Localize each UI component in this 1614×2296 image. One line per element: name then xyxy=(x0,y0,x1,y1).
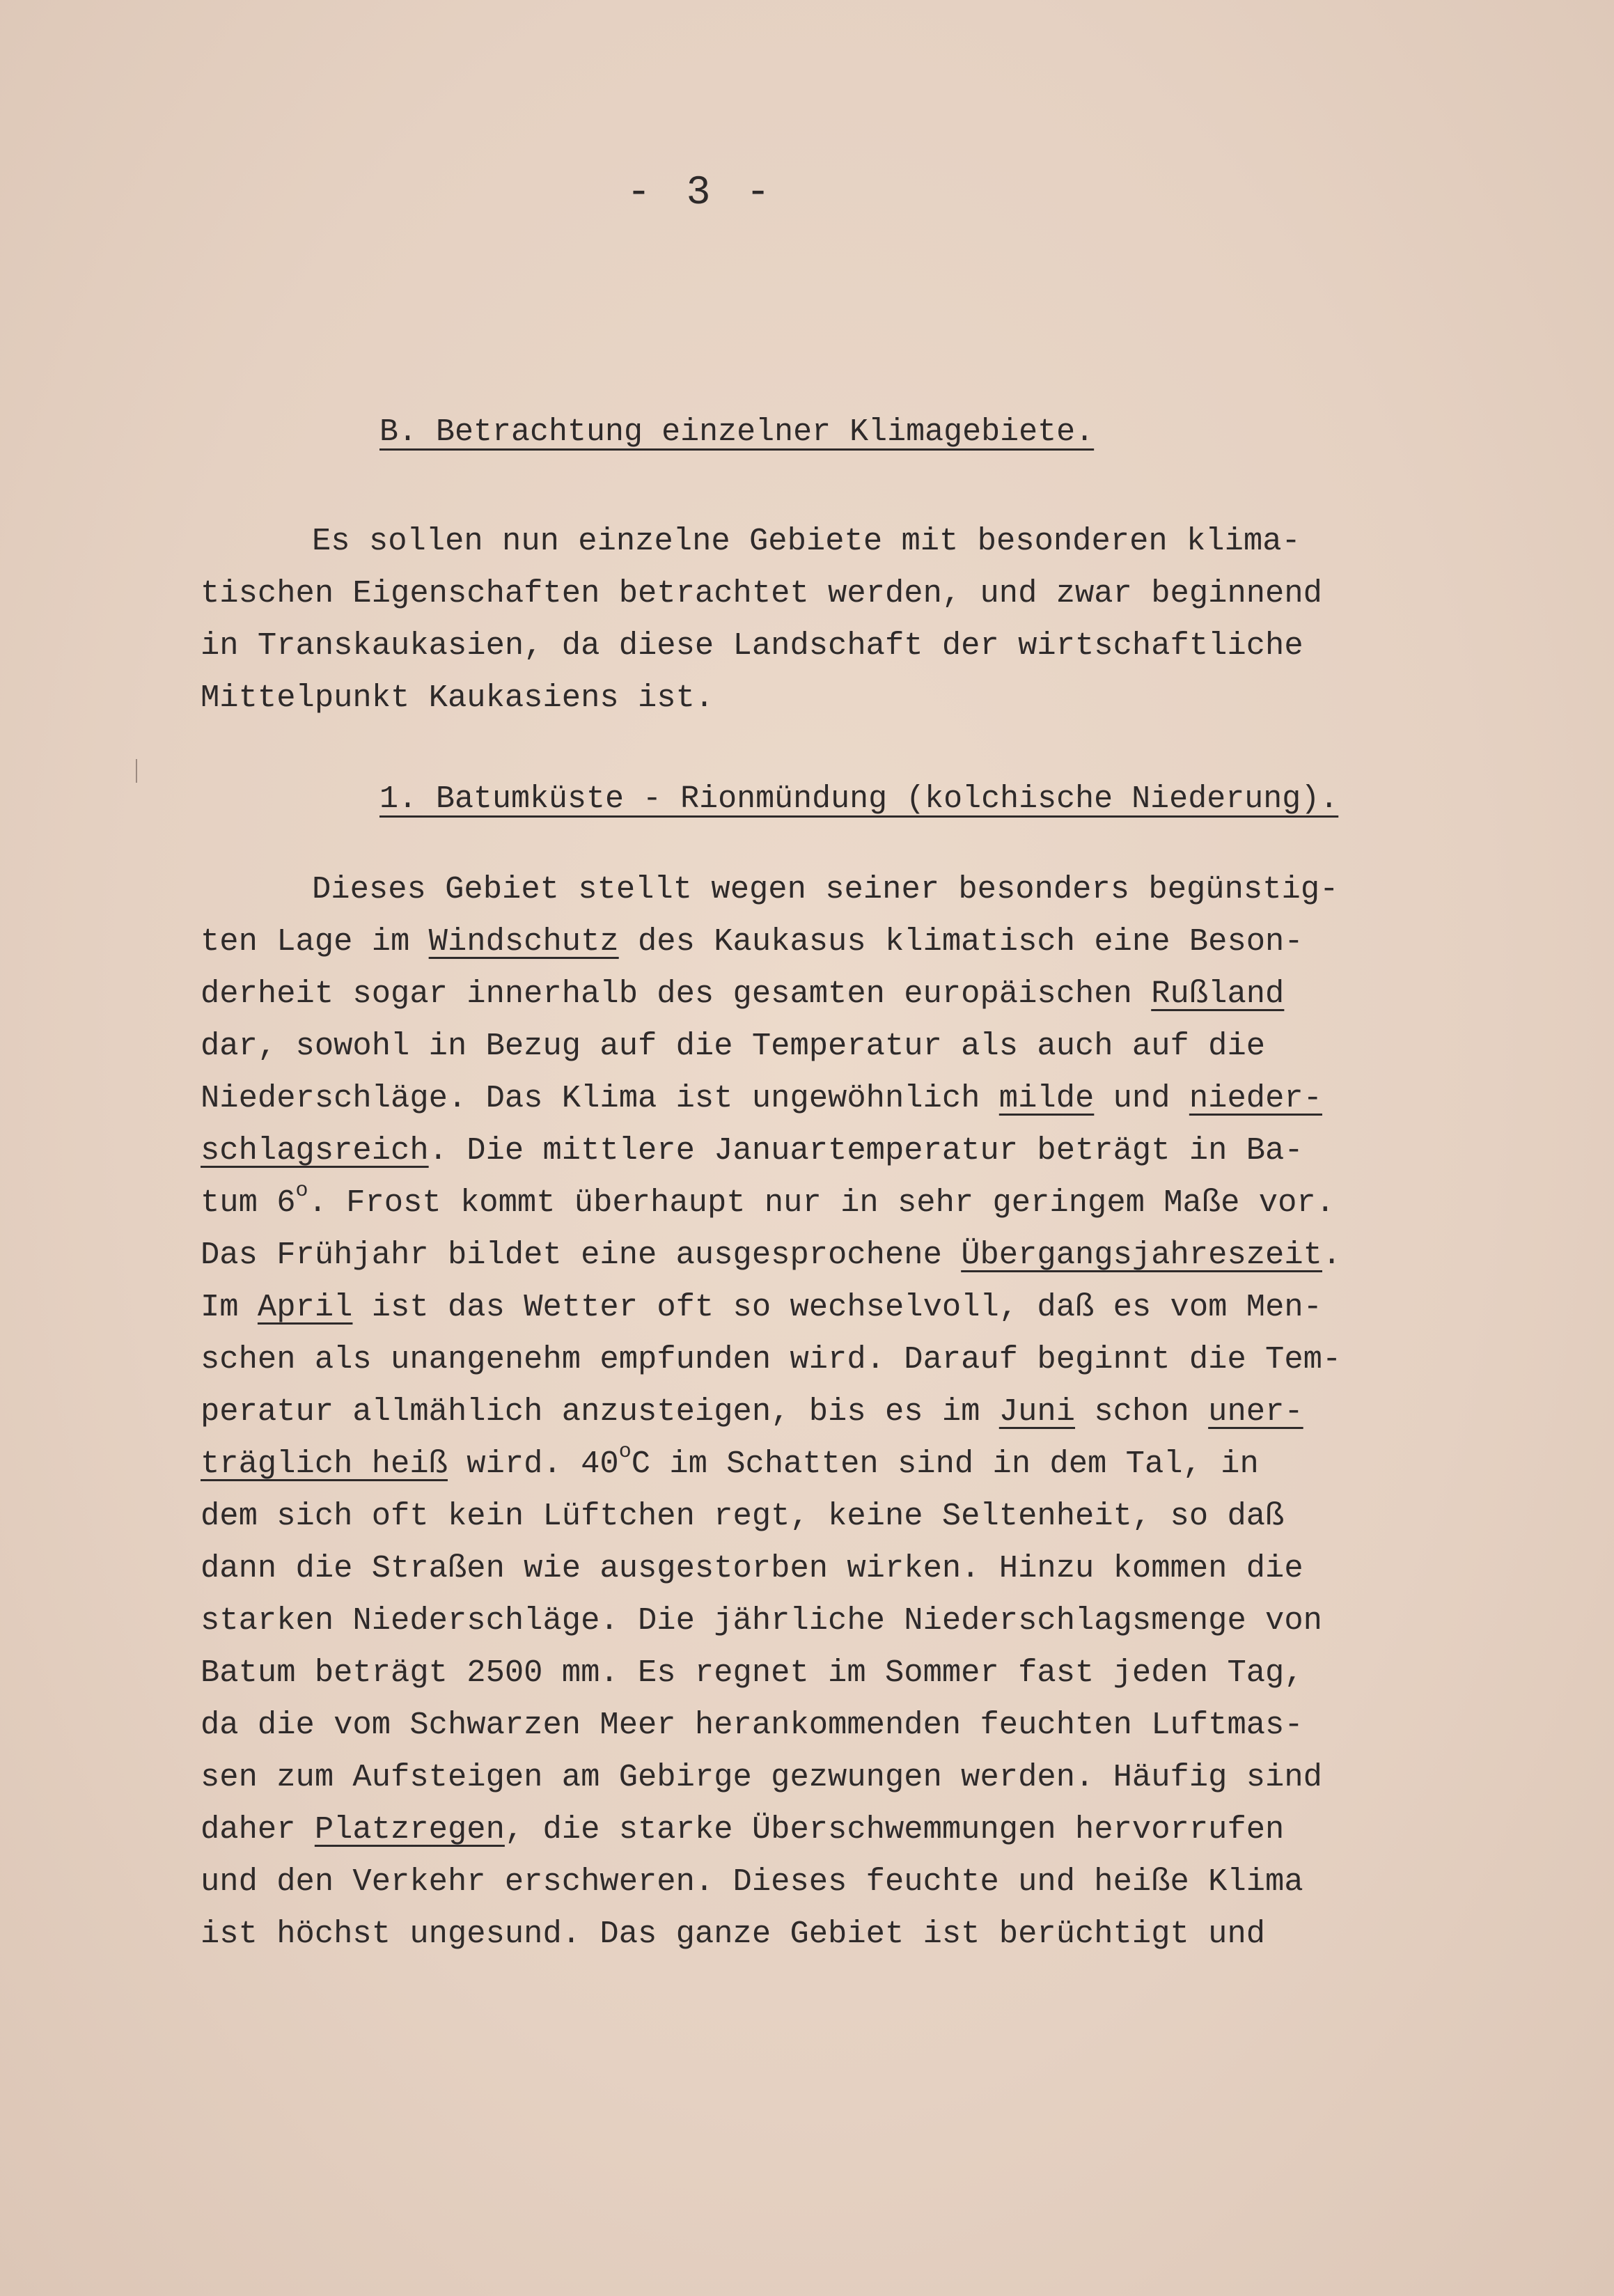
text-line: schlagsreich. Die mittlere Januartemperatur beträgt in Ba- xyxy=(201,1132,1303,1169)
underlined-term: April xyxy=(257,1289,353,1325)
body-paragraph xyxy=(201,864,1489,1960)
text-line: Dieses Gebiet stellt wegen seiner besonders begünstig- xyxy=(312,871,1339,907)
text-line: sen zum Aufsteigen am Gebirge gezwungen werden. Häufig sind xyxy=(201,1759,1322,1795)
underlined-term: uner- xyxy=(1208,1393,1303,1430)
underlined-term: nieder- xyxy=(1189,1080,1322,1116)
degree-sign: o xyxy=(295,1179,308,1203)
text-line: dann die Straßen wie ausgestorben wirken. Hinzu kommen die xyxy=(201,1550,1303,1586)
text-line: Es sollen nun einzelne Gebiete mit besonderen klima- xyxy=(312,523,1301,559)
text-line: da die vom Schwarzen Meer herankommenden feuchten Luftmas- xyxy=(201,1707,1303,1743)
text-line: derheit sogar innerhalb des gesamten europäischen Rußland xyxy=(201,976,1285,1012)
subsection-heading: 1. Batumküste - Rionmündung (kolchische Niederung). xyxy=(379,781,1339,817)
text-line: dar, sowohl in Bezug auf die Temperatur als auch auf die xyxy=(201,1028,1266,1064)
text-line: Batum beträgt 2500 mm. Es regnet im Sommer fast jeden Tag, xyxy=(201,1655,1303,1691)
text-line: dem sich oft kein Lüftchen regt, keine Seltenheit, so daß xyxy=(201,1498,1285,1534)
intro-paragraph xyxy=(201,515,1489,724)
text-line: träglich heiß wird. 40$^o$C im Schatten sind in dem Tal, in xyxy=(201,1440,1259,1482)
text-line: daher Platzregen, die starke Überschwemmungen hervorrufen xyxy=(201,1811,1285,1848)
underlined-term: träglich heiß xyxy=(201,1446,448,1482)
text-line: Niederschläge. Das Klima ist ungewöhnlich milde und nieder- xyxy=(201,1080,1322,1116)
underlined-term: milde xyxy=(998,1080,1095,1116)
text-line: Das Frühjahr bildet eine ausgesprochene Übergangsjahreszeit. xyxy=(201,1237,1342,1273)
underlined-term: Windschutz xyxy=(428,923,619,960)
text-line: und den Verkehr erschweren. Dieses feuchte und heiße Klima xyxy=(201,1864,1303,1900)
underlined-term: Übergangsjahreszeit xyxy=(961,1237,1322,1273)
text-line: peratur allmählich anzusteigen, bis es im Juni schon uner- xyxy=(201,1393,1303,1430)
underlined-term: Juni xyxy=(998,1393,1076,1430)
text-line: ist höchst ungesund. Das ganze Gebiet ist berüchtigt und xyxy=(201,1916,1266,1952)
underlined-term: schlagsreich xyxy=(201,1132,429,1169)
page-number: - 3 - xyxy=(627,171,776,216)
text-line: Mittelpunkt Kaukasiens ist. xyxy=(201,680,714,716)
text-line: schen als unangenehm empfunden wird. Darauf beginnt die Tem- xyxy=(201,1341,1342,1377)
text-line: tischen Eigenschaften betrachtet werden, und zwar beginnend xyxy=(201,575,1322,611)
text-line: starken Niederschläge. Die jährliche Niederschlagsmenge von xyxy=(201,1602,1322,1639)
section-heading: B. Betrachtung einzelner Klimagebiete. xyxy=(379,414,1095,450)
degree-sign: o xyxy=(618,1440,632,1464)
text-line: ten Lage im Windschutz des Kaukasus klimatisch eine Beson- xyxy=(201,923,1303,960)
underlined-term: Rußland xyxy=(1151,976,1285,1012)
underlined-term: Platzregen xyxy=(314,1811,505,1848)
margin-mark xyxy=(136,759,137,783)
text-line: in Transkaukasien, da diese Landschaft der wirtschaftliche xyxy=(201,627,1303,664)
text-line: Im April ist das Wetter oft so wechselvoll, daß es vom Men- xyxy=(201,1289,1322,1325)
text-line: tum 6$^o$. Frost kommt überhaupt nur in sehr geringem Maße vor. xyxy=(201,1179,1335,1221)
